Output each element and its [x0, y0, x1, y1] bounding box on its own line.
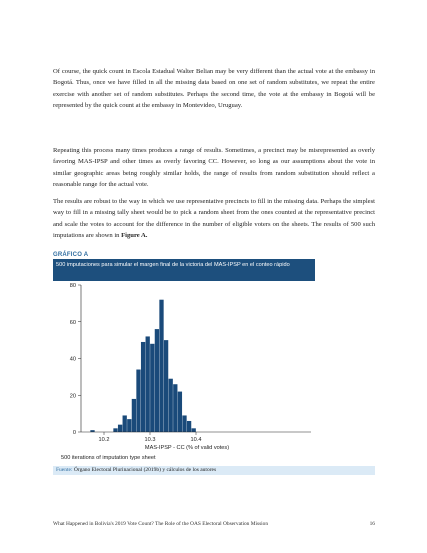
histogram-bars: [90, 300, 196, 432]
footer-text: What Happened in Bolivia's 2019 Vote Count? The Role of the OAS Electoral Observation Mission: [53, 521, 269, 527]
y-tick-label: 80: [69, 283, 76, 289]
histogram-bar: [187, 421, 191, 432]
x-tick-label: 10.2: [98, 437, 110, 443]
histogram-bar: [164, 340, 168, 432]
figure-reference: Figure A.: [121, 231, 148, 239]
histogram-bar: [132, 399, 136, 432]
y-axis: [70, 283, 81, 436]
page-footer: [53, 521, 375, 527]
histogram-bar: [155, 329, 159, 432]
histogram-bar: [127, 419, 131, 432]
histogram-bar: [173, 384, 177, 432]
histogram-bar: [178, 392, 182, 432]
paragraph-3: [53, 196, 375, 241]
x-tick-label: 10.3: [144, 437, 156, 443]
histogram-bar: [182, 415, 186, 432]
figure-source: [53, 466, 375, 475]
figure-label: GRÁFICO A: [53, 252, 89, 258]
histogram-bar: [136, 370, 140, 432]
x-axis: [81, 432, 311, 443]
chart-caption: 500 iterations of imputation type sheet: [61, 455, 156, 461]
histogram-bar: [150, 344, 154, 432]
y-tick-label: 60: [69, 319, 76, 326]
y-tick-label: 20: [69, 393, 76, 400]
paragraph-2: Repeating this process many times produces a range of results. Sometimes, a precinct may be misrepresented as overly favoring MAS-IPSP and other times as overly favoring CC. However, so long as our assumptions about the vote in similar geographic areas being roughly similar holds, the range of results from random substitution should reflect a reasonable range for the actual vote.: [53, 147, 375, 188]
figure-title: 500 imputaciones para simular el margen final de la victoria del MAS-IPSP en el conteo rápido: [53, 259, 315, 281]
histogram-bar: [141, 342, 145, 432]
histogram-bar: [169, 379, 173, 432]
source-label: Fuente:: [56, 467, 73, 473]
y-tick-label: 40: [69, 356, 76, 363]
histogram-bar: [123, 415, 127, 432]
histogram-chart: [53, 281, 313, 466]
histogram-bar: [146, 336, 150, 432]
histogram-bar: [159, 300, 163, 432]
histogram-bar: [118, 425, 122, 432]
histogram-bar: [113, 428, 117, 432]
y-tick-label: 0: [72, 430, 76, 436]
x-tick-label: 10.4: [190, 437, 202, 443]
histogram-bar: [192, 428, 196, 432]
page-number: 16: [369, 521, 375, 527]
source-text: Órgano Electoral Plurinacional (2019b) y cálculos de los autores: [73, 467, 217, 473]
paragraph-1: Of course, the quick count in Escola Estadual Walter Belian may be very different than the actual vote at the embassy in Bogotá. Thus, once we have filled in all the missing data based on one set of random substitutes, we repeat the entire exercise with another set of random substitutes. Perhaps the second time, the vote at the embassy in Bogotá will be represented by the quick count at the embassy in Montevideo, Uruguay.: [53, 68, 375, 109]
x-axis-label: MAS-IPSP - CC (% of valid votes): [144, 445, 230, 451]
paragraph-3-text: The results are robust to the way in which we use representative precincts to fill in the missing data. Perhaps the simplest way to fill in a missing tally sheet would be to pick a random sheet from the ones counted at the representative precinct and scale the votes to account for the difference in the number of eligible voters on the sheets. The results of 500 such imputations are shown in: [53, 198, 375, 239]
